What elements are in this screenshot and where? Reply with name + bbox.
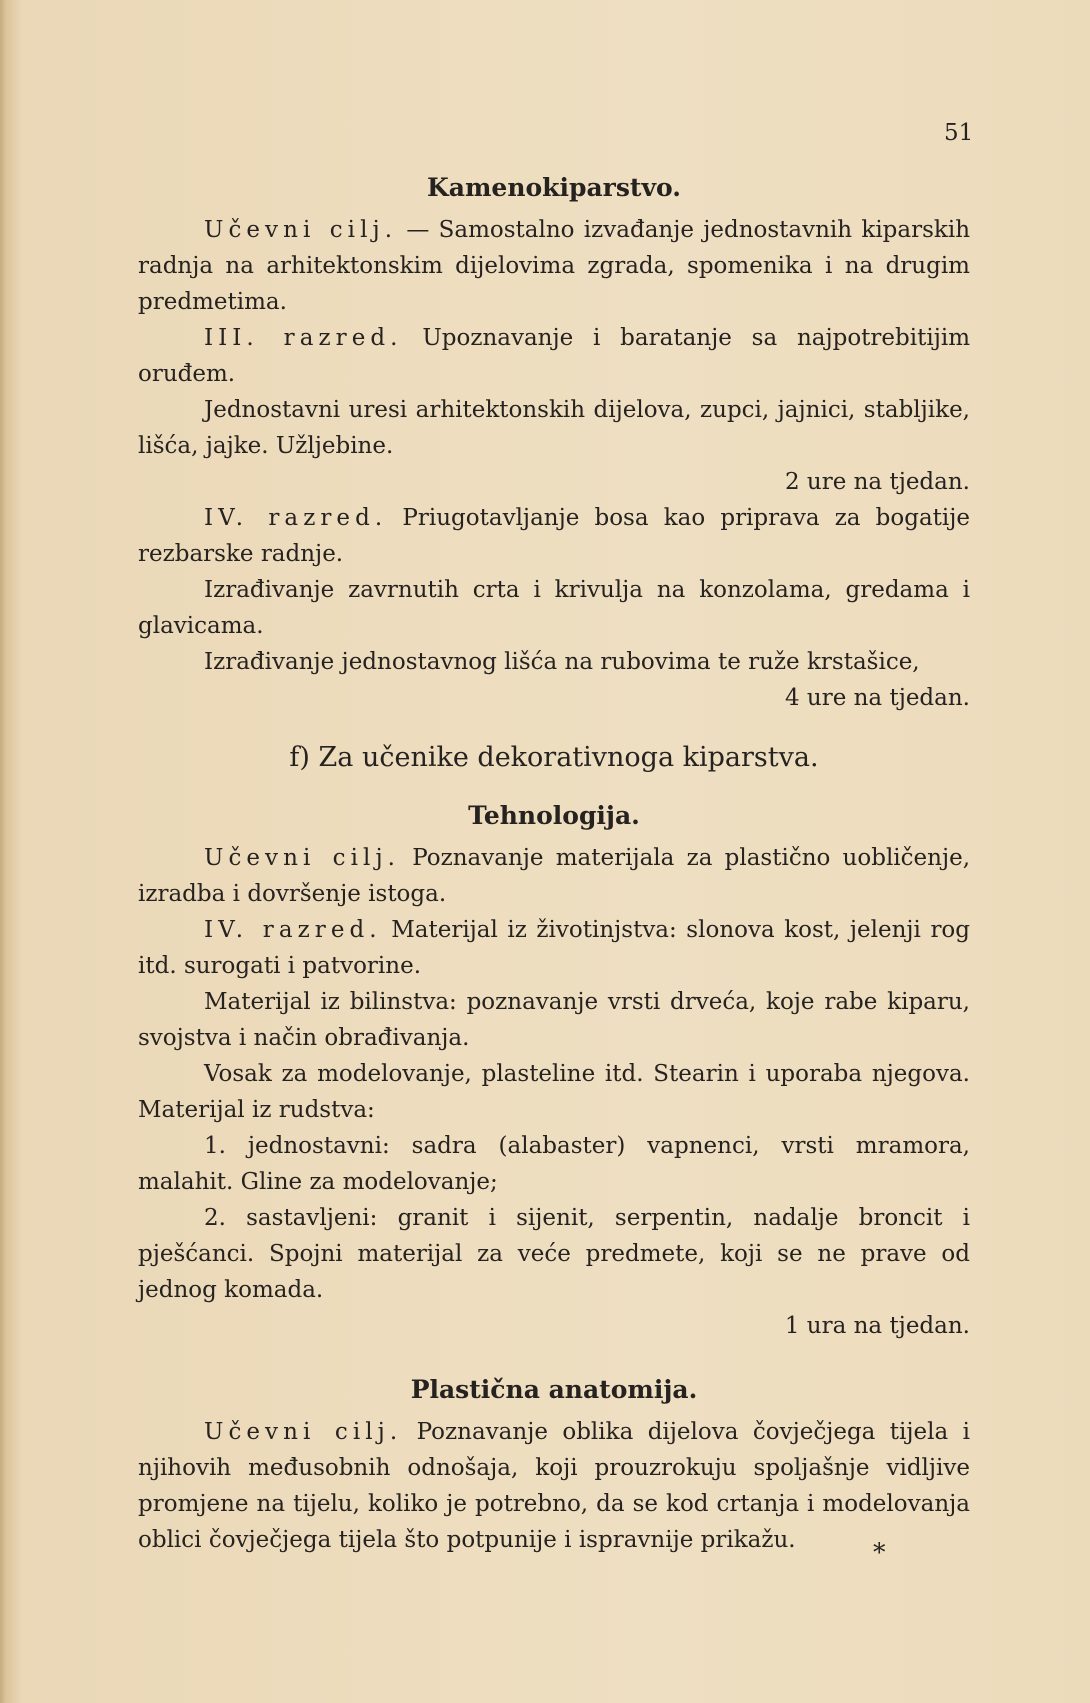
grade-text: Materijal iz životinjstva: slonova kost, jelenji rog itd. surogati i patvorine. <box>138 917 971 979</box>
goal-text: Poznavanje materijala za plastično uobličenje, izradba i dovršenje istoga. <box>138 845 971 907</box>
footnote-mark: * <box>873 1538 886 1567</box>
page-number: 51 <box>944 120 974 146</box>
section1-goal <box>138 212 970 320</box>
section1-grade4-para3: Izrađivanje jednostavnog lišća na rubovima te ruže krstašice, <box>204 649 920 675</box>
section-title-tehnologija: Tehnologija. <box>468 801 640 830</box>
section-title-plasticna-anatomija: Plastična anatomija. <box>410 1375 698 1404</box>
section1-grade3-para2: Jednostavni uresi arhitektonskih dijelova, zupci, jajnici, stabljike, lišća, jajke. Užljebine. <box>138 397 970 459</box>
grade-text: Upoznavanje i baratanje sa najpotrebitijim oruđem. <box>138 325 971 387</box>
section2-grade4 <box>138 912 970 984</box>
section2-para2: Materijal iz bilinstva: poznavanje vrsti drveća, koje rabe kiparu, svojstva i način obrađivanja. <box>138 989 970 1051</box>
page-content <box>138 170 970 1558</box>
section2-hours: 1 ura na tjedan. <box>784 1313 970 1339</box>
goal-label: Učevni cilj. <box>204 1419 403 1445</box>
section2-para4: 1. jednostavni: sadra (alabaster) vapnenci, vrsti mramora, malahit. Gline za modelovanje; <box>138 1133 970 1195</box>
goal-label: Učevni cilj. <box>204 845 401 871</box>
section1-grade4-para2: Izrađivanje zavrnutih crta i krivulja na konzolama, gredama i glavicama. <box>138 577 970 639</box>
section-title-kamenokiparstvo: Kamenokiparstvo. <box>427 173 681 202</box>
grade-label: IV. razred. <box>204 505 388 531</box>
section1-grade3 <box>138 320 970 392</box>
goal-text: — Samostalno izvađanje jednostavnih kiparskih radnja na arhitektonskim dijelovima zgrada, spomenika i na drugim predmetima. <box>138 217 971 315</box>
section1-grade4 <box>138 500 970 572</box>
subsection-f-heading: f) Za učenike dekorativnoga kiparstva. <box>289 742 819 773</box>
section3-goal <box>138 1414 970 1558</box>
grade-label: IV. razred. <box>204 917 382 943</box>
section1-grade4-hours: 4 ure na tjedan. <box>784 685 970 711</box>
section2-para5: 2. sastavljeni: granit i sijenit, serpentin, nadalje broncit i pješćanci. Spojni materijal za veće predmete, koji se ne prave od jednog komada. <box>138 1205 970 1303</box>
goal-text: Poznavanje oblika dijelova čovječjega tijela i njihovih međusobnih odnošaja, koji prouzrokuju spoljašnje vidljive promjene na tijelu, koliko je potrebno, da se kod crtanja i modelovanja oblici čovječjega tijela što potpunije i ispravnije prikažu. <box>138 1419 970 1553</box>
section1-grade3-hours: 2 ure na tjedan. <box>784 469 970 495</box>
section2-goal <box>138 840 970 912</box>
goal-label: Učevni cilj. <box>204 217 398 243</box>
grade-label: III. razred. <box>204 325 403 351</box>
section2-para3: Vosak za modelovanje, plasteline itd. Stearin i uporaba njegova. Materijal iz rudstva: <box>138 1061 970 1123</box>
grade-text: Priugotavljanje bosa kao priprava za bogatije rezbarske radnje. <box>138 505 971 567</box>
